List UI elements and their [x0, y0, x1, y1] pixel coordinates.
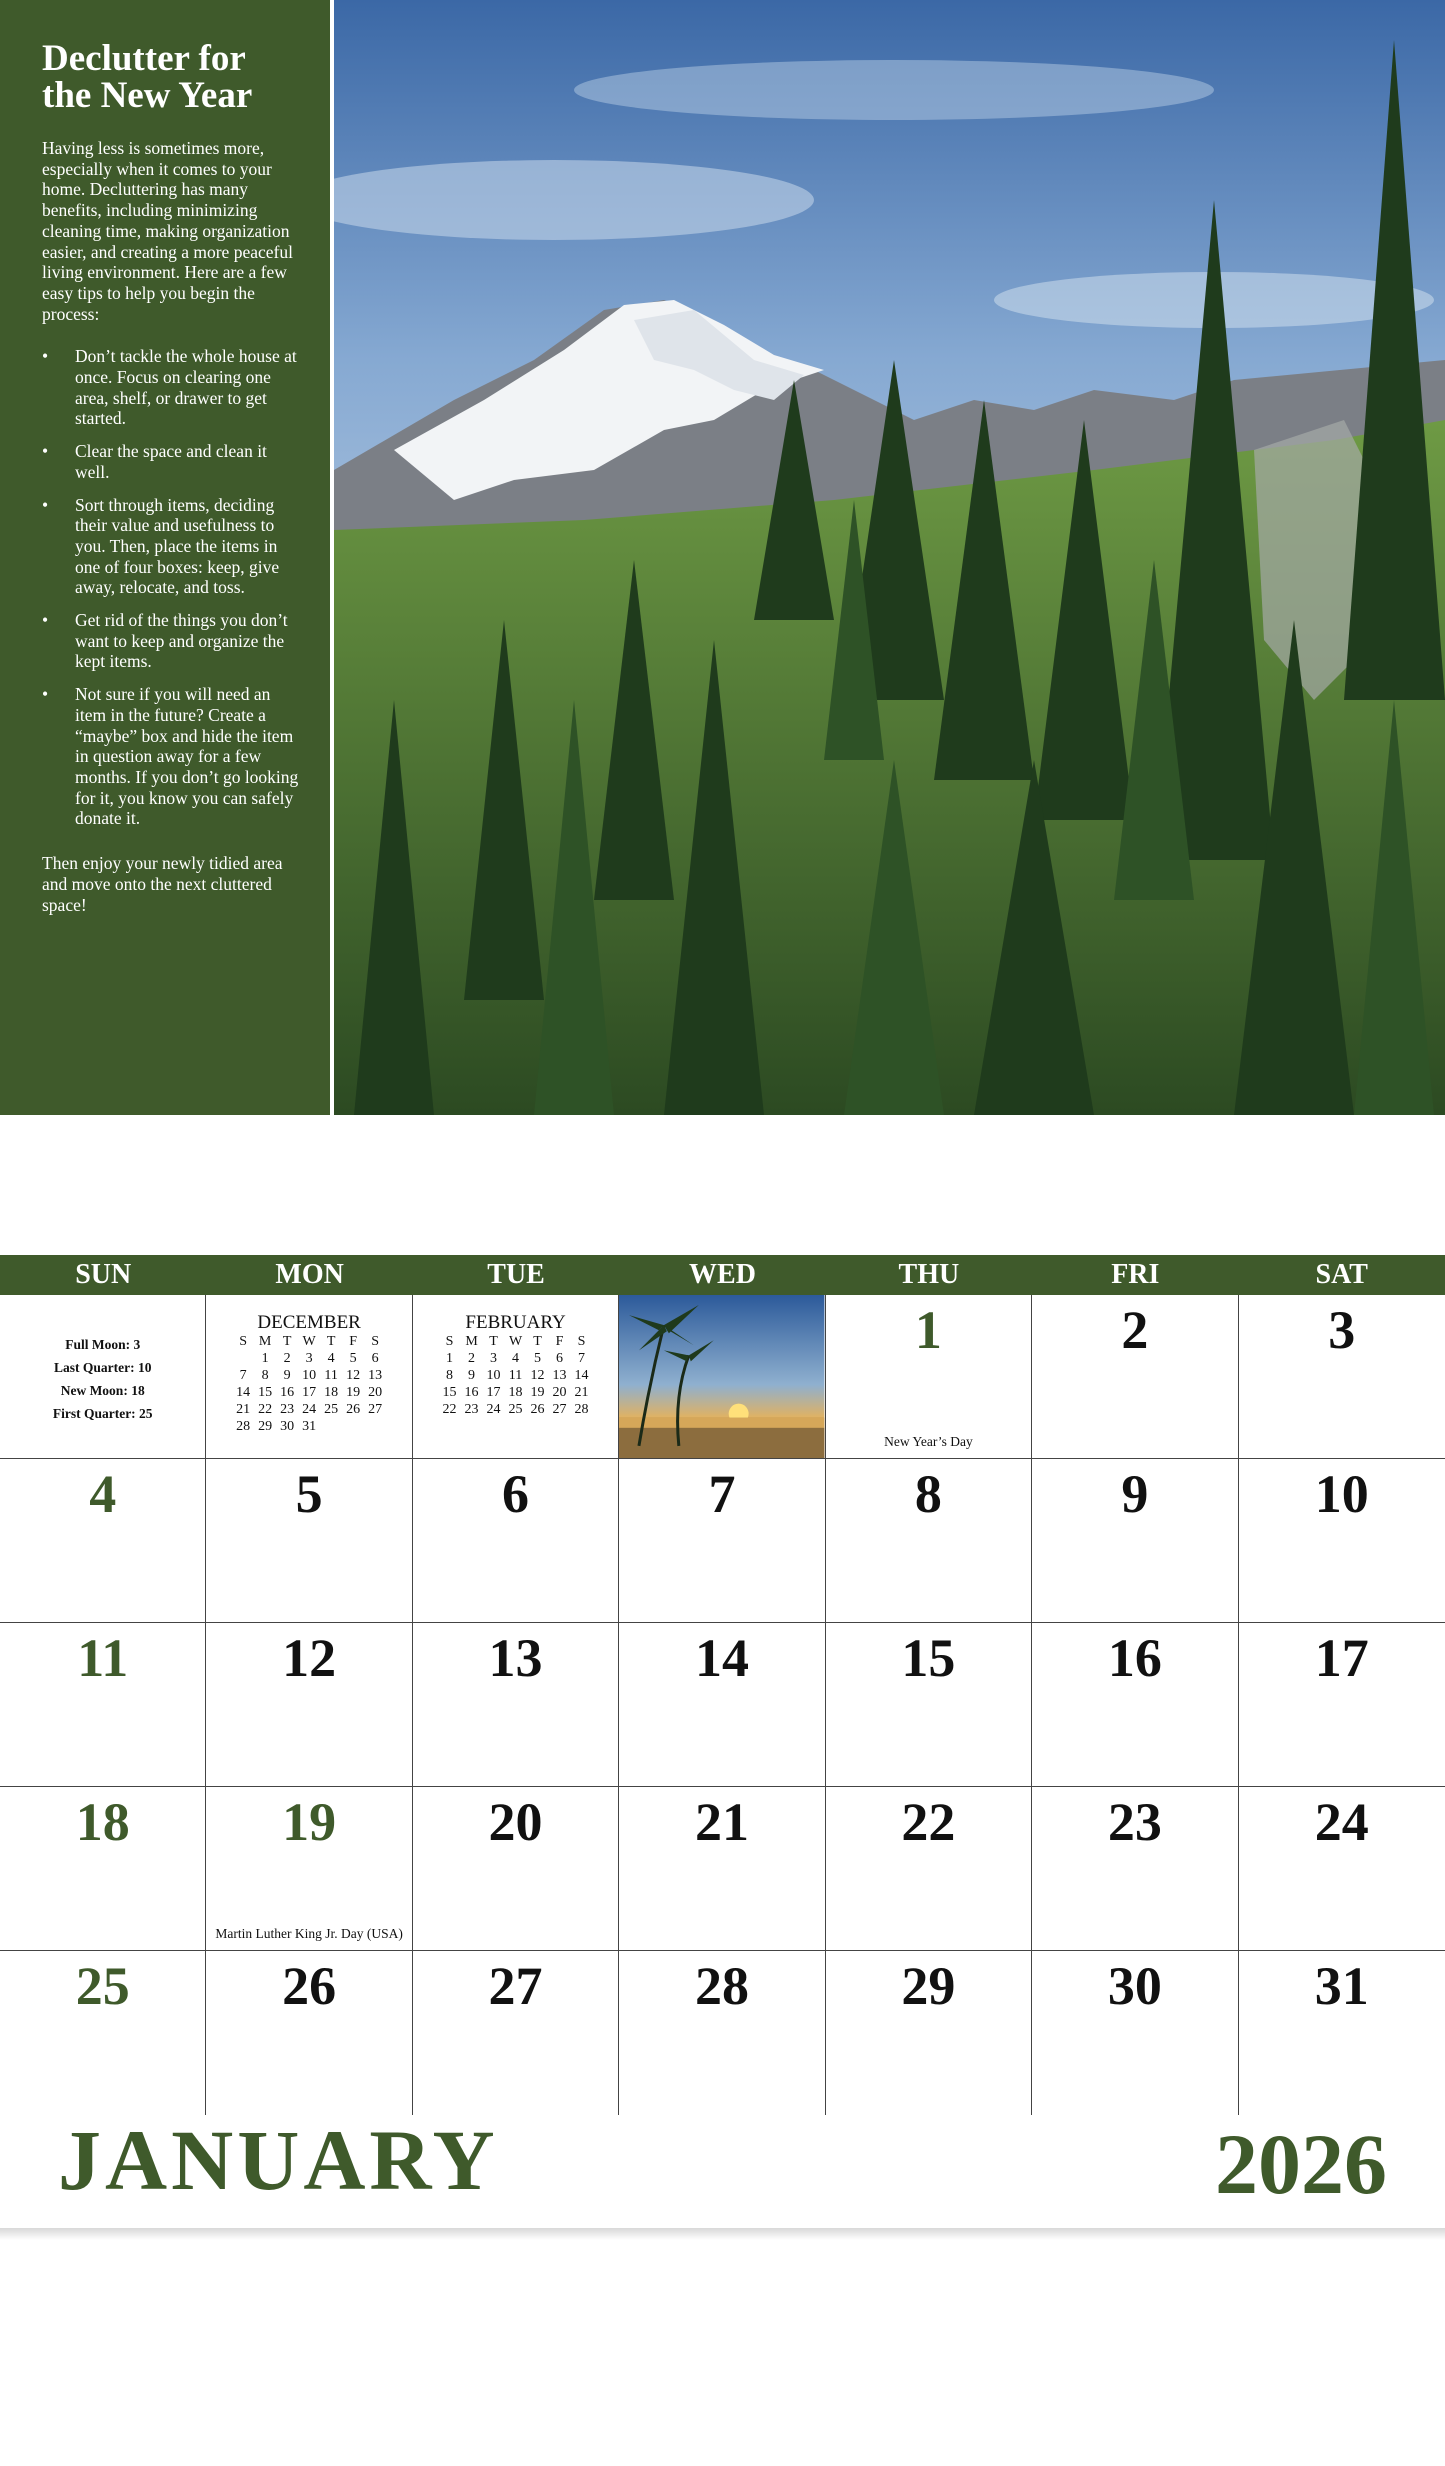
mini-day: 13 [368, 1368, 383, 1383]
day-number: 28 [694, 1956, 749, 2016]
day-cell [826, 1951, 1032, 2115]
day-cell [1032, 1459, 1238, 1623]
mini-day: 16 [464, 1385, 479, 1400]
day-cell [1239, 1787, 1445, 1951]
day-cell [413, 1951, 619, 2115]
mini-day: 6 [371, 1351, 379, 1366]
mini-day: 28 [236, 1419, 251, 1434]
day-number: 6 [502, 1464, 530, 1524]
tip-item: • Sort through items, deciding their value and usefulness to you. Then, place the items in one of four boxes: keep, give away, relocate, and toss. [42, 495, 300, 599]
mini-day: 27 [368, 1402, 383, 1417]
mini-calendar-december [206, 1295, 412, 1459]
day-cell [1032, 1787, 1238, 1951]
sidebar-intro: Having less is sometimes more, especially when it comes to your home. Decluttering has many benefits, including minimizing cleaning time, making organization easier, and creating a more peaceful living environment. Here are a few easy tips to help you begin the process: [42, 138, 293, 324]
day-number: 18 [75, 1792, 130, 1852]
day-number: 14 [694, 1628, 749, 1688]
mini-day: 14 [236, 1385, 251, 1400]
day-number: 12 [282, 1628, 337, 1688]
mini-day: 20 [552, 1385, 567, 1400]
mini-day: 17 [486, 1385, 501, 1400]
mini-day: 29 [258, 1419, 273, 1434]
tips-list [42, 346, 300, 829]
mini-weekday: T [489, 1334, 498, 1349]
day-cell [413, 1623, 619, 1787]
day-number: 26 [282, 1956, 337, 2016]
mini-day: 19 [530, 1385, 545, 1400]
day-number: 10 [1314, 1464, 1369, 1524]
mini-day: 20 [368, 1385, 383, 1400]
mini-day [364, 1418, 386, 1435]
day-number: 15 [901, 1628, 956, 1688]
mini-day: 13 [552, 1368, 567, 1383]
day-number: 21 [694, 1792, 749, 1852]
mini-day: 28 [574, 1402, 589, 1417]
mini-weekday: T [533, 1334, 542, 1349]
day-cell [826, 1459, 1032, 1623]
day-number: 7 [708, 1464, 736, 1524]
mini-calendar-table [439, 1333, 593, 1418]
day-cell [1032, 1623, 1238, 1787]
day-number: 9 [1121, 1464, 1149, 1524]
mini-weekday: M [465, 1334, 478, 1349]
mini-day: 7 [239, 1368, 247, 1383]
mini-day: 19 [346, 1385, 361, 1400]
mini-day: 7 [578, 1351, 586, 1366]
mini-weekday: S [371, 1334, 380, 1349]
mini-weekday: S [577, 1334, 586, 1349]
weekday-label: WED [689, 1259, 756, 1290]
month-title: JANUARY [58, 2112, 499, 2208]
sidebar-outro: Then enjoy your newly tidied area and move onto the next cluttered space! [42, 853, 283, 915]
mini-day: 11 [324, 1368, 338, 1383]
moon-phase-list [0, 1333, 205, 1425]
mini-weekday: M [258, 1334, 272, 1349]
mini-day: 10 [486, 1368, 501, 1383]
day-cell [206, 1459, 412, 1623]
mini-weekday: T [326, 1334, 336, 1349]
mini-day: 2 [283, 1351, 291, 1366]
mini-day: 3 [490, 1351, 498, 1366]
day-number: 3 [1328, 1300, 1356, 1360]
mini-day: 23 [464, 1402, 479, 1417]
holiday-label: New Year’s Day [884, 1434, 973, 1449]
day-cell [1239, 1295, 1445, 1459]
moon-phase: Full Moon: 3 [65, 1337, 141, 1352]
mini-day: 21 [574, 1385, 589, 1400]
mini-day: 25 [324, 1402, 339, 1417]
day-cell [1032, 1951, 1238, 2115]
tropical-sunset-illustration [619, 1295, 824, 1458]
weekday-label: THU [898, 1259, 960, 1290]
day-number: 31 [1314, 1956, 1369, 2016]
day-number: 11 [77, 1628, 129, 1688]
mini-day: 3 [305, 1351, 313, 1366]
mini-weekday: S [445, 1334, 454, 1349]
day-number: 25 [75, 1956, 130, 2016]
mountain-forest-illustration [334, 0, 1445, 1115]
day-number: 23 [1107, 1792, 1162, 1852]
mini-day: 14 [574, 1368, 589, 1383]
mini-day: 15 [258, 1385, 273, 1400]
day-number: 30 [1107, 1956, 1162, 2016]
mini-day: 27 [552, 1402, 567, 1417]
weekday-label: SUN [75, 1259, 132, 1290]
day-number: 4 [89, 1464, 117, 1524]
mini-day: 24 [302, 1402, 317, 1417]
mini-day: 8 [446, 1368, 454, 1383]
moon-phase: Last Quarter: 10 [53, 1360, 152, 1375]
mini-day: 26 [346, 1402, 361, 1417]
mini-day: 26 [530, 1402, 545, 1417]
day-cell [619, 1951, 825, 2115]
mini-day: 21 [236, 1402, 251, 1417]
day-number: 5 [295, 1464, 323, 1524]
mini-day: 4 [327, 1351, 335, 1366]
day-cell [0, 1787, 206, 1951]
day-cell [826, 1295, 1032, 1459]
day-cell [619, 1787, 825, 1951]
day-cell [1239, 1951, 1445, 2115]
tropical-sunset-photo [619, 1295, 825, 1459]
day-number: 20 [488, 1792, 543, 1852]
moon-phase-cell [0, 1295, 206, 1459]
mini-day: 30 [280, 1419, 295, 1434]
mini-day: 9 [283, 1368, 291, 1383]
mini-day: 1 [261, 1351, 269, 1366]
day-cell [826, 1623, 1032, 1787]
mini-weekday: S [239, 1334, 248, 1349]
mini-day: 2 [468, 1351, 476, 1366]
weekday-header [0, 1255, 1445, 1295]
day-number: 17 [1314, 1628, 1369, 1688]
mini-day: 18 [508, 1385, 523, 1400]
mini-day: 11 [508, 1368, 523, 1383]
sidebar-title: Declutter for the New Year [42, 38, 253, 116]
moon-phase: First Quarter: 25 [52, 1406, 153, 1421]
tip-item: • Get rid of the things you don’t want to keep and organize the kept items. [42, 610, 300, 672]
mountain-forest-photo [334, 0, 1445, 1115]
day-cell [1239, 1623, 1445, 1787]
day-cell [619, 1623, 825, 1787]
mini-weekday: W [508, 1334, 523, 1349]
mini-calendar-february [413, 1295, 619, 1459]
mini-day [320, 1418, 342, 1435]
mini-day [232, 1350, 254, 1367]
tip-item: • Not sure if you will need an item in the future? Create a “maybe” box and hide the item in question away for a few months. If you don’t go looking for it, you know you can safely donate it. [42, 684, 300, 829]
weekday-label: MON [275, 1259, 344, 1290]
mini-weekday: F [555, 1334, 564, 1349]
mini-day: 9 [468, 1368, 476, 1383]
day-cell [206, 1787, 412, 1951]
weekday-label: TUE [487, 1259, 545, 1290]
mini-day: 6 [556, 1351, 564, 1366]
moon-phase: New Moon: 18 [60, 1383, 145, 1398]
mini-day: 8 [261, 1368, 269, 1383]
day-cell [206, 1623, 412, 1787]
mini-calendar-table [232, 1333, 386, 1435]
weekday-label: FRI [1111, 1259, 1160, 1290]
mini-day: 1 [446, 1351, 454, 1366]
day-cell [206, 1951, 412, 2115]
mini-day: 12 [530, 1368, 545, 1383]
day-cell [413, 1459, 619, 1623]
mini-calendar-title: FEBRUARY [465, 1312, 566, 1333]
tip-item: • Don’t tackle the whole house at once. Focus on clearing one area, shelf, or drawer to get started. [42, 346, 300, 429]
day-number: 1 [914, 1300, 942, 1360]
day-number: 16 [1107, 1628, 1162, 1688]
holiday-label: Martin Luther King Jr. Day (USA) [215, 1926, 403, 1941]
day-number: 27 [488, 1956, 543, 2016]
mini-weekday: T [282, 1334, 292, 1349]
day-cell [0, 1623, 206, 1787]
mini-weekday: F [349, 1334, 358, 1349]
mini-day: 5 [349, 1351, 357, 1366]
mini-day: 16 [280, 1385, 295, 1400]
page-edge [0, 2228, 1445, 2240]
mini-day [342, 1418, 364, 1435]
day-number: 19 [282, 1792, 337, 1852]
mini-day: 17 [302, 1385, 317, 1400]
day-cell [826, 1787, 1032, 1951]
day-number: 24 [1314, 1792, 1369, 1852]
mini-day: 25 [508, 1402, 523, 1417]
mini-calendar-title: DECEMBER [257, 1312, 361, 1333]
calendar-grid [0, 1295, 1445, 2115]
day-number: 13 [488, 1628, 543, 1688]
day-cell [413, 1787, 619, 1951]
mini-day: 4 [512, 1351, 520, 1366]
mini-day: 31 [302, 1419, 317, 1434]
mini-day: 12 [346, 1368, 361, 1383]
weekday-label: SAT [1315, 1259, 1368, 1290]
day-number: 8 [914, 1464, 942, 1524]
tip-item: • Clear the space and clean it well. [42, 441, 300, 482]
day-number: 29 [901, 1956, 956, 2016]
day-cell [0, 1459, 206, 1623]
mini-day: 23 [280, 1402, 295, 1417]
day-cell [619, 1459, 825, 1623]
mini-day: 22 [442, 1402, 457, 1417]
mini-day: 5 [534, 1351, 542, 1366]
mini-day: 15 [442, 1385, 457, 1400]
day-cell [1239, 1459, 1445, 1623]
mini-day: 10 [302, 1368, 317, 1383]
day-cell [1032, 1295, 1238, 1459]
day-number: 22 [901, 1792, 956, 1852]
day-cell [0, 1951, 206, 2115]
day-number: 2 [1121, 1300, 1149, 1360]
mini-day: 18 [324, 1385, 339, 1400]
year-title: 2026 [1215, 2116, 1387, 2212]
mini-day: 22 [258, 1402, 273, 1417]
info-sidebar [0, 0, 330, 1115]
mini-weekday: W [302, 1334, 316, 1349]
mini-day: 24 [486, 1402, 501, 1417]
